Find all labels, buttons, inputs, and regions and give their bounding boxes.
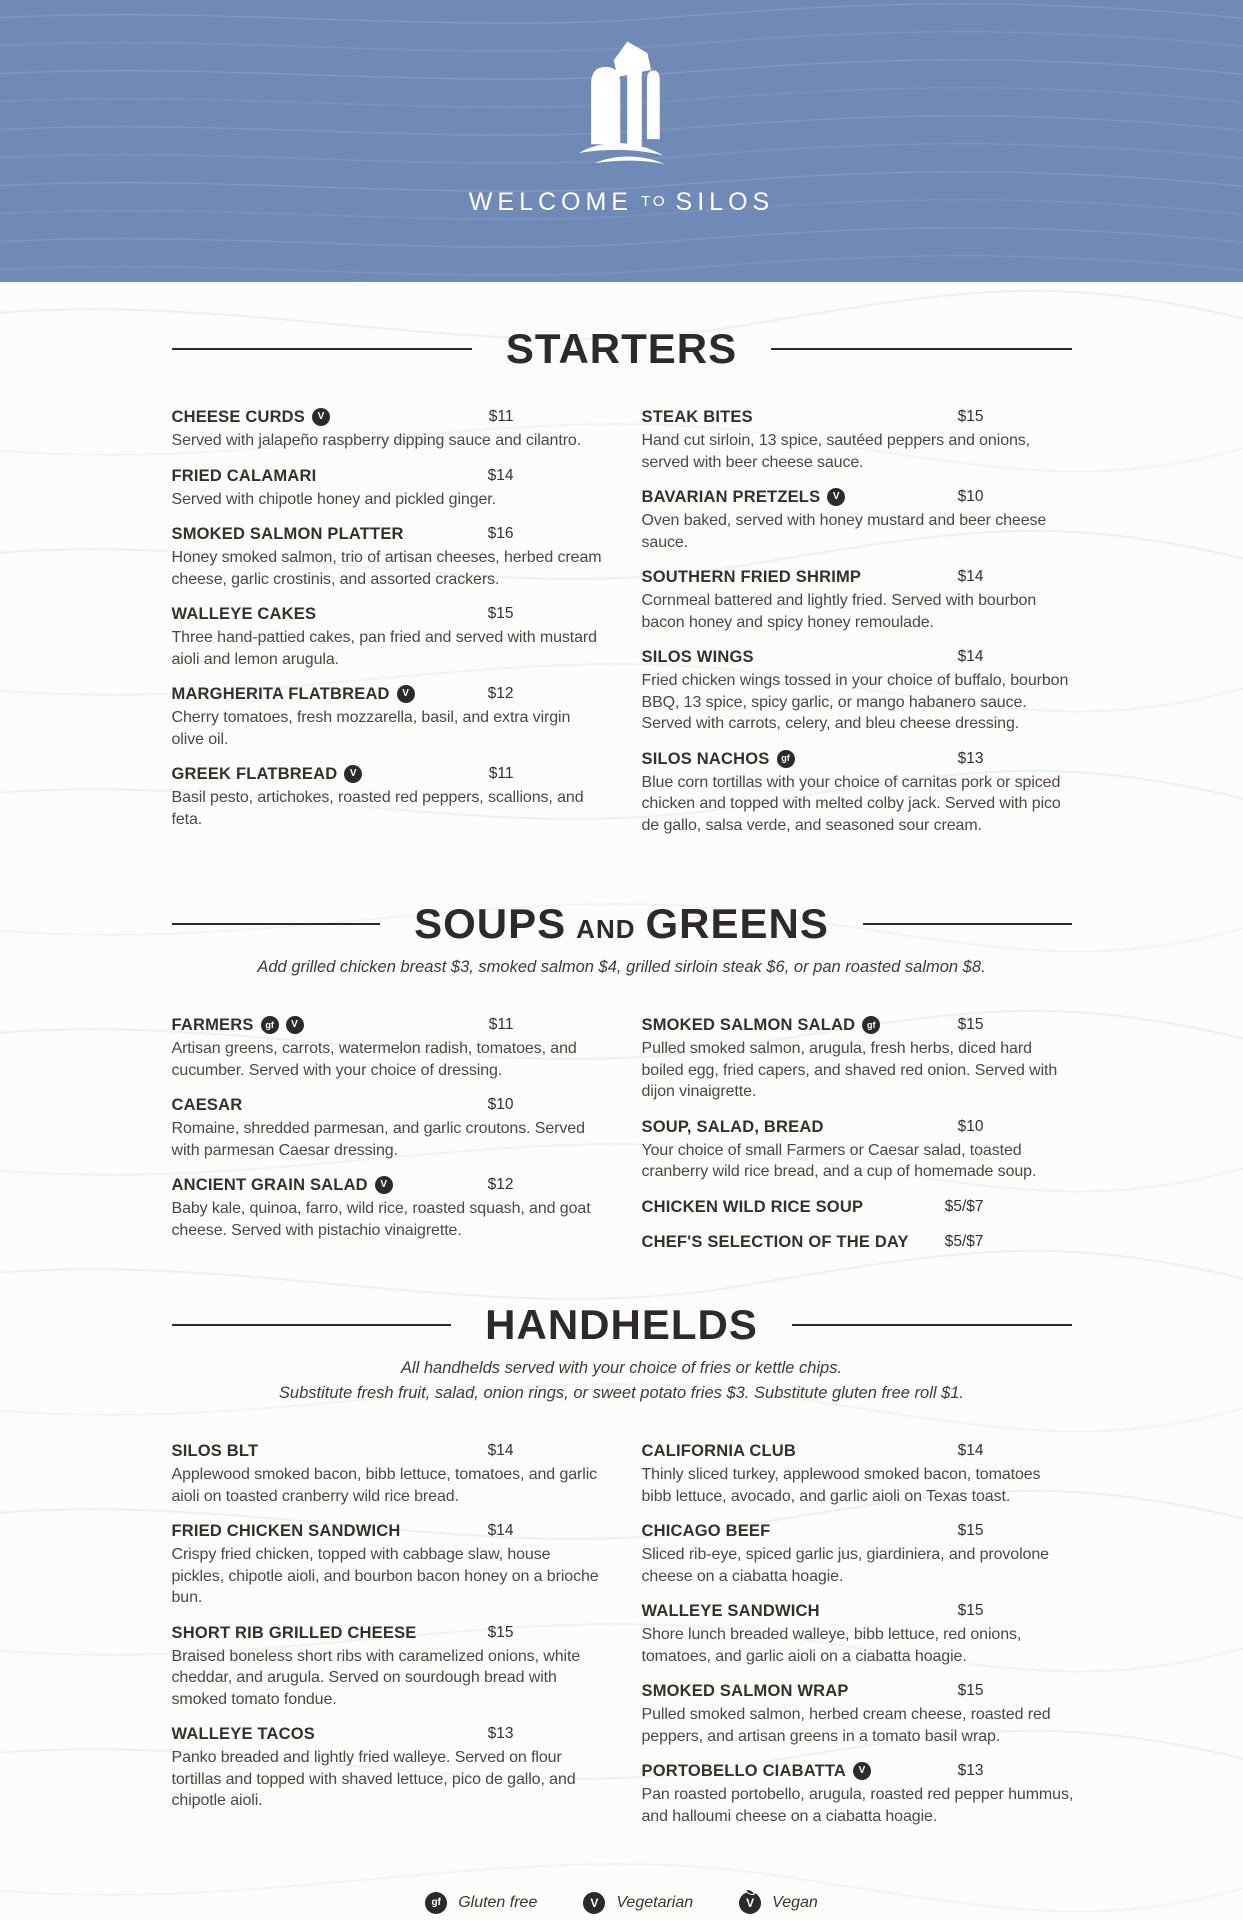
menu-content	[172, 282, 1072, 1840]
menu-item	[172, 465, 602, 511]
menu-item-header	[172, 1440, 514, 1462]
menu-item-price: $14	[487, 466, 514, 484]
menu-item-description: Sliced rib-eye, spiced garlic jus, giardiniera, and provolone cheese on a ciabatta hoagie.	[641, 1546, 1049, 1585]
menu-item	[642, 566, 1072, 633]
menu-item-header	[172, 683, 514, 705]
section-notes	[172, 1356, 1072, 1406]
vegetarian-icon: V	[286, 1016, 304, 1034]
menu-item-price: $11	[488, 1016, 514, 1034]
menu-item	[172, 1094, 602, 1161]
menu-item-description: Crispy fried chicken, topped with cabbage slaw, house pickles, chipotle aioli, and bourbon bacon honey on a brioche bun.	[171, 1546, 599, 1607]
menu-item-price: $13	[957, 1762, 984, 1780]
menu-item-price: $5/$7	[944, 1197, 984, 1215]
menu-item	[172, 1723, 602, 1812]
menu-item	[642, 486, 1072, 553]
section-starters	[172, 326, 1072, 849]
vegetarian-icon: V	[827, 488, 845, 506]
menu-item-price: $15	[957, 408, 984, 426]
menu-item	[172, 1014, 602, 1081]
menu-item-header	[172, 1174, 514, 1196]
menu-item-header	[642, 1680, 984, 1702]
section-heading	[172, 326, 1072, 372]
brand-word-small: TO	[640, 193, 668, 210]
menu-item-price: $15	[957, 1522, 984, 1540]
header-content	[0, 0, 1243, 282]
menu-item	[642, 1116, 1072, 1183]
menu-item-price: $15	[487, 605, 514, 623]
section-handhelds	[172, 1302, 1072, 1840]
vegetarian-icon: V	[397, 685, 415, 703]
menu-item	[642, 1231, 1072, 1253]
menu-item-description: Blue corn tortillas with your choice of carnitas pork or spiced chicken and topped with melted colby jack. Served with pico de gallo, salsa verde, and seasoned sour cream.	[641, 773, 1061, 834]
vegan-icon: V	[739, 1892, 761, 1914]
menu-item-name: STEAK BITES	[641, 408, 753, 427]
menu-item-name: CALIFORNIA CLUB	[641, 1442, 797, 1461]
menu-column-left	[172, 1440, 602, 1840]
menu-item-header	[642, 1196, 984, 1218]
gluten-free-icon: gf	[261, 1016, 279, 1034]
menu-item-price: $14	[957, 1442, 984, 1460]
menu-column-right	[642, 406, 1072, 849]
menu-item	[642, 1600, 1072, 1667]
menu-item-header	[642, 1600, 984, 1622]
menu-item-name: SMOKED SALMON SALAD gf	[642, 1014, 881, 1036]
menu-item-price: $13	[487, 1725, 514, 1743]
menu-item-name: SHORT RIB GRILLED CHEESE	[171, 1623, 417, 1642]
menu-item-description: Pan roasted portobello, arugula, roasted red pepper hummus, and halloumi cheese on a ciabatta hoagie.	[641, 1786, 1074, 1825]
menu-item-price: $10	[957, 488, 984, 506]
menu-item-name: SMOKED SALMON PLATTER	[171, 525, 404, 544]
menu-item-price: $15	[957, 1602, 984, 1620]
menu-item	[642, 1680, 1072, 1747]
menu-item-header	[642, 646, 984, 668]
menu-item-header	[642, 1760, 984, 1782]
section-title	[506, 326, 737, 372]
menu-item	[642, 406, 1072, 473]
menu-item-name: CHICKEN WILD RICE SOUP	[641, 1197, 864, 1216]
menu-item-name: WALLEYE CAKES	[171, 605, 317, 624]
menu-item-price: $14	[487, 1522, 514, 1540]
menu-item-name: CHICAGO BEEF	[641, 1522, 771, 1541]
menu-item-description: Applewood smoked bacon, bibb lettuce, tomatoes, and garlic aioli on toasted cranberry wild rice bread.	[171, 1466, 598, 1505]
menu-item-price: $16	[487, 525, 514, 543]
menu-item-header	[172, 1094, 514, 1116]
vegetarian-icon: V	[853, 1762, 871, 1780]
heading-rule-right	[771, 348, 1071, 350]
heading-rule-right	[863, 923, 1072, 925]
menu-item-header	[172, 406, 514, 428]
section-columns	[172, 1440, 1072, 1840]
menu-item-header	[172, 523, 514, 545]
menu-item-name: FRIED CHICKEN SANDWICH	[171, 1522, 401, 1541]
menu-item-price: $5/$7	[944, 1232, 984, 1250]
menu-item-header	[642, 566, 984, 588]
menu-item-price: $10	[957, 1117, 984, 1135]
menu-item-description: Basil pesto, artichokes, roasted red peppers, scallions, and feta.	[171, 789, 584, 828]
menu-item-name: SOUP, SALAD, BREAD	[641, 1117, 824, 1136]
menu-item	[172, 763, 602, 830]
menu-item-description: Your choice of small Farmers or Caesar salad, toasted cranberry wild rice bread, and a cup of homemade soup.	[641, 1141, 1037, 1181]
menu-item-header	[172, 1723, 514, 1745]
menu-item	[172, 683, 602, 750]
menu-item-name: FARMERS gf V	[172, 1014, 304, 1036]
menu-item	[642, 1440, 1072, 1507]
menu-item-description: Romaine, shredded parmesan, and garlic croutons. Served with parmesan Caesar dressing.	[171, 1120, 585, 1159]
menu-item-description: Oven baked, served with honey mustard and beer cheese sauce.	[641, 512, 1047, 551]
menu-item-price: $14	[957, 648, 984, 666]
gluten-free-icon: gf	[862, 1016, 880, 1034]
menu-item-description: Cornmeal battered and lightly fried. Served with bourbon bacon honey and spicy honey remoulade.	[641, 592, 1037, 631]
menu-item-price: $15	[957, 1682, 984, 1700]
heading-rule-left	[172, 923, 381, 925]
section-soups-and-greens	[172, 901, 1072, 1266]
menu-item-description: Served with jalapeño raspberry dipping sauce and cilantro.	[171, 432, 582, 450]
section-title	[414, 901, 829, 947]
menu-item-name: CHEF'S SELECTION OF THE DAY	[641, 1232, 909, 1251]
menu-item-header	[172, 1622, 514, 1644]
heading-rule-left	[172, 1324, 452, 1326]
menu-item-header	[642, 748, 984, 770]
menu-item-description: Pulled smoked salmon, herbed cream cheese, roasted red peppers, and artisan greens in a tomato basil wrap.	[641, 1706, 1051, 1745]
section-title-text: GREENS	[645, 900, 829, 948]
legend-item	[425, 1892, 537, 1914]
menu-item-description: Honey smoked salmon, trio of artisan cheeses, herbed cream cheese, garlic crostinis, and assorted crackers.	[171, 549, 602, 588]
legend-item	[583, 1892, 693, 1914]
vegetarian-icon: V	[344, 765, 362, 783]
menu-item-description: Thinly sliced turkey, applewood smoked bacon, tomatoes bibb lettuce, avocado, and garlic aioli on Texas toast.	[641, 1466, 1041, 1505]
section-heading	[172, 901, 1072, 947]
menu-item-name: SMOKED SALMON WRAP	[641, 1682, 849, 1701]
menu-item-name: PORTOBELLO CIABATTA V	[642, 1760, 872, 1782]
menu-item-price: $15	[957, 1016, 984, 1034]
menu-item-description: Panko breaded and lightly fried walleye. Served on flour tortillas and topped with shaved lettuce, pico de gallo, and chipotle aioli.	[171, 1749, 576, 1810]
menu-item-price: $12	[487, 685, 514, 703]
menu-item-name: SILOS BLT	[171, 1442, 259, 1461]
menu-item-header	[642, 1231, 984, 1253]
menu-item-name: GREEK FLATBREAD V	[172, 763, 363, 785]
section-title	[485, 1302, 758, 1348]
section-title-small-text: AND	[576, 914, 636, 945]
menu-item	[642, 646, 1072, 735]
section-title-text: SOUPS	[414, 900, 567, 948]
menu-item-price: $14	[487, 1442, 514, 1460]
legend-label: Vegetarian	[616, 1894, 694, 1912]
menu-item-description: Served with chipotle honey and pickled ginger.	[171, 490, 497, 508]
menu-item-price: $12	[487, 1176, 514, 1194]
menu-item-name: SILOS WINGS	[641, 648, 754, 667]
menu-item-price: $11	[488, 765, 514, 783]
menu-item-name: CAESAR	[171, 1096, 243, 1115]
menu-item-description: Baby kale, quinoa, farro, wild rice, roasted squash, and goat cheese. Served with pistachio vinaigrette.	[171, 1200, 591, 1239]
section-heading	[172, 1302, 1072, 1348]
menu-item	[642, 748, 1072, 837]
menu-item	[642, 1520, 1072, 1587]
menu-item	[172, 406, 602, 452]
menu-item-header	[172, 1520, 514, 1542]
menu-column-right	[642, 1440, 1072, 1840]
menu-item-header	[642, 486, 984, 508]
legend-label: Gluten free	[458, 1894, 538, 1912]
section-columns	[172, 1014, 1072, 1266]
menu-item-description: Shore lunch breaded walleye, bibb lettuce, red onions, tomatoes, and garlic aioli on a ciabatta hoagie.	[641, 1626, 1022, 1665]
section-title-text: STARTERS	[505, 325, 738, 372]
menu-item	[172, 1622, 602, 1711]
section-note: Add grilled chicken breast $3, smoked salmon $4, grilled sirloin steak $6, or pan roasted salmon $8.	[257, 958, 986, 977]
menu-item-description: Artisan greens, carrots, watermelon radish, tomatoes, and cucumber. Served with your choice of dressing.	[171, 1040, 577, 1079]
menu-item-price: $11	[488, 408, 514, 426]
menu-item-price: $15	[487, 1623, 514, 1641]
menu-item-header	[642, 406, 984, 428]
menu-item-header	[642, 1116, 984, 1138]
menu-item-name: SOUTHERN FRIED SHRIMP	[641, 568, 862, 587]
menu-item-description: Hand cut sirloin, 13 spice, sautéed peppers and onions, served with beer cheese sauce.	[641, 432, 1031, 471]
section-columns	[172, 406, 1072, 849]
menu-item-header	[642, 1440, 984, 1462]
menu-item	[172, 1440, 602, 1507]
menu-item-description: Fried chicken wings tossed in your choice of buffalo, bourbon BBQ, 13 spice, spicy garlic, or mango habanero sauce. Served with carrots, celery, and bleu cheese dressing.	[641, 672, 1069, 733]
menu-item	[172, 1174, 602, 1241]
menu-item-name: SILOS NACHOS gf	[642, 748, 795, 770]
leaf-accent	[745, 1887, 755, 1897]
menu-item-header	[172, 603, 514, 625]
menu-item	[642, 1196, 1072, 1218]
menu-item	[172, 523, 602, 590]
brand-word: SILOS	[675, 188, 775, 216]
section-notes	[172, 955, 1072, 980]
brand-title	[469, 188, 774, 217]
menu-item-description: Pulled smoked salmon, arugula, fresh herbs, diced hard boiled egg, fried capers, and shaved red onion. Served with dijon vinaigrette.	[641, 1040, 1058, 1101]
menu-item-description: Cherry tomatoes, fresh mozzarella, basil, and extra virgin olive oil.	[171, 709, 571, 748]
gluten-free-icon: gf	[425, 1892, 447, 1914]
menu-column-left	[172, 406, 602, 849]
menu-item-header	[642, 1520, 984, 1542]
menu-item-price: $10	[487, 1096, 514, 1114]
menu-item-header	[172, 1014, 514, 1036]
menu-item-name: WALLEYE TACOS	[171, 1725, 315, 1744]
legend-label: Vegan	[772, 1894, 818, 1912]
menu-item	[172, 1520, 602, 1609]
menu-item-price: $14	[957, 568, 984, 586]
menu-item	[172, 603, 602, 670]
menu-column-right	[642, 1014, 1072, 1266]
menu-item-description: Three hand-pattied cakes, pan fried and served with mustard aioli and lemon arugula.	[171, 629, 597, 668]
vegetarian-icon: V	[312, 408, 330, 426]
silos-logo-icon	[564, 36, 680, 170]
section-note: All handhelds served with your choice of fries or kettle chips.	[400, 1359, 843, 1378]
menu-column-left	[172, 1014, 602, 1266]
brand-word: WELCOME	[468, 188, 633, 216]
header-banner	[0, 0, 1243, 282]
menu-item-header	[172, 763, 514, 785]
menu-item-price: $13	[957, 749, 984, 767]
menu-item-name: MARGHERITA FLATBREAD V	[172, 683, 415, 705]
heading-rule-right	[792, 1324, 1072, 1326]
menu-item-name: WALLEYE SANDWICH	[641, 1602, 820, 1621]
vegetarian-icon: V	[375, 1176, 393, 1194]
heading-rule-left	[172, 348, 472, 350]
menu-item-header	[642, 1014, 984, 1036]
section-note: Substitute fresh fruit, salad, onion rings, or sweet potato fries $3. Substitute gluten free roll $1.	[278, 1384, 965, 1403]
menu-item-name: CHEESE CURDS V	[172, 406, 331, 428]
section-title-text: HANDHELDS	[485, 1300, 758, 1348]
legend-item	[739, 1892, 818, 1914]
menu-item-description: Braised boneless short ribs with caramelized onions, white cheddar, and arugula. Served on sourdough bread with smoked tomato fondue.	[171, 1647, 581, 1708]
vegetarian-icon: V	[583, 1892, 605, 1914]
dietary-legend	[0, 1892, 1243, 1914]
menu-item-name: BAVARIAN PRETZELS V	[642, 486, 846, 508]
menu-item-header	[172, 465, 514, 487]
menu-item-name: ANCIENT GRAIN SALAD V	[172, 1174, 393, 1196]
menu-item	[642, 1014, 1072, 1103]
menu-item	[642, 1760, 1072, 1827]
gluten-free-icon: gf	[777, 750, 795, 768]
menu-item-name: FRIED CALAMARI	[171, 466, 317, 485]
